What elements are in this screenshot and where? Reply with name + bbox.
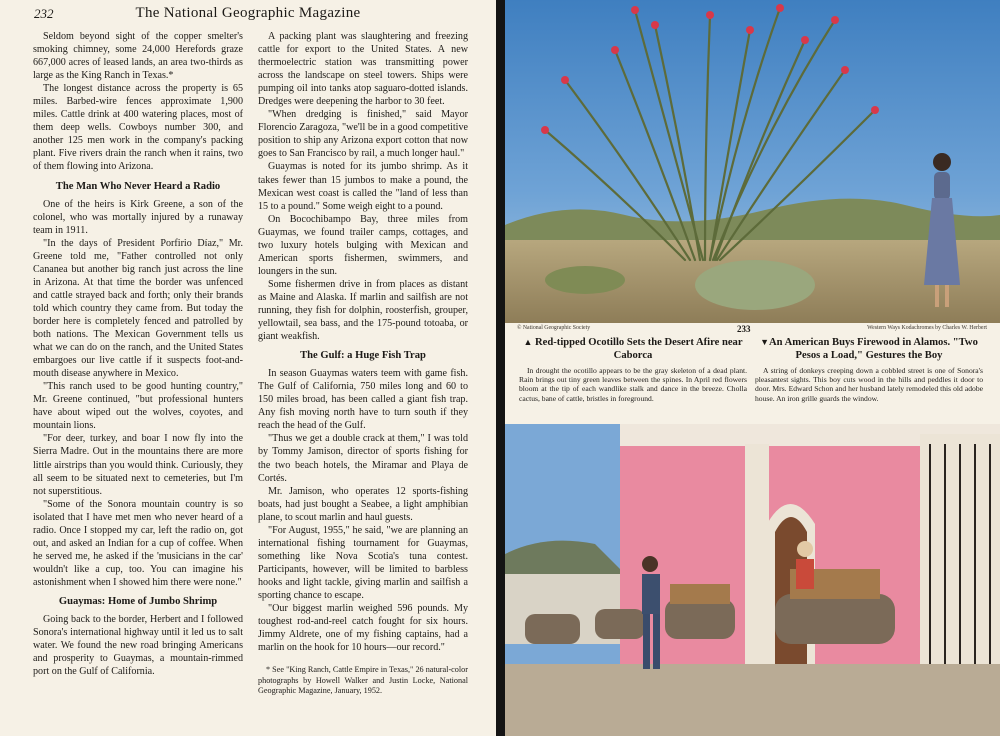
caption-left-body: In drought the ocotillo appears to be the gray skeleton of a dead plant. Rain brings out tiny green leaves between the spines. In April red flowers bloom at the tip of each wandlike stalk and dance in the breeze. Cholla cactus, bane of cattle, bristles in foreground. <box>519 366 747 403</box>
right-page <box>505 0 1000 736</box>
footnote-text: * See "King Ranch, Cattle Empire in Texas," 26 natural-color photographs by Howell Walker and Justin Locke, National Geographic Magazine, January, 1952. <box>258 665 468 696</box>
caption-right <box>755 336 983 403</box>
paragraph: "For August, 1955," he said, "we are planning an international fishing tournament for Guaymas, something like Nova Scotia's tuna contest. Participants, however, will be limited to barbless hooks and light tackle, giving marlin and sailfish a sporting chance to escape. <box>258 524 468 601</box>
copyright-credit: © National Geographic Society <box>517 325 591 331</box>
paragraph: "In the days of President Porfirio Díaz," Mr. Greene told me, "Father controlled not only Cananea but another big ranch just across the line in Arizona. At that time the border was unfenced and cattle strayed back and forth; only their brands told which country they came from. But today the border here is completely fenced and patrolled by both nations. The Mexican Government tells us what we can do on the ranch, and the United States embargoes our live cattle if it suspects foot-and-mouth disease anywhere in Mexico. <box>33 237 243 380</box>
arrow-down-icon: ▼ <box>760 337 770 347</box>
section-heading: The Man Who Never Heard a Radio <box>55 180 221 192</box>
left-page <box>0 0 496 736</box>
paragraph: Some fishermen drive in from places as distant as Maine and Alaska. If marlin and sailfish are not running, they fish for dolphin, roosterfish, grouper, yellowtail, sea bass, and the 175-pound totoaba, or giant weakfish. <box>258 278 468 343</box>
magazine-title: The National Geographic Magazine <box>135 5 361 21</box>
donkey-photo-art <box>505 424 1000 736</box>
paragraph: A packing plant was slaughtering and freezing cattle for export to the United States. A new thermoelectric station was transmitting power across the landscape on steel towers. Ships were pumping oil into tanks atop saguaro-dotted islands. Dredges were deepening the harbor to 30 feet. <box>258 31 468 108</box>
text-column-1 <box>33 30 243 678</box>
caption-right-body: A string of donkeys creeping down a cobbled street is one of Sonora's pleasantest sights. This boy cuts wood in the hills and peddles it door to door. Mrs. Edward Schon and her husband lately remodeled this old adobe house. An iron grille guards the window. <box>755 366 983 403</box>
woman-buyer-figure <box>796 541 814 589</box>
paragraph: In season Guaymas waters teem with game fish. The Gulf of California, 750 miles long and 60 to 150 miles broad, has been called a giant fish trap. Any fish moving north have to turn south if they reach the head of the Gulf. <box>258 368 468 432</box>
ocotillo-photo-art <box>505 0 1000 323</box>
paragraph: Guaymas is noted for its jumbo shrimp. As it takes fewer than 15 jumbos to make a pound, the Mexican west coast is called the "land of less than 15 to a pound." Some weigh eight to a pound. <box>258 161 468 212</box>
photographer-credit: Western Ways Kodachromes by Charles W. Herbert <box>867 325 987 331</box>
text-column-2 <box>258 30 468 696</box>
caption-left-title: ▲ Red-tipped Ocotillo Sets the Desert Afire near Caborca <box>523 337 743 361</box>
donkey-photo <box>505 424 1000 736</box>
caption-left <box>519 336 747 403</box>
page-gutter <box>496 0 505 736</box>
paragraph: "This ranch used to be good hunting country," Mr. Greene continued, "but professional hunters have about wiped out the wolves, coyotes, and mountain lions. <box>33 381 243 432</box>
page-number-right: 233 <box>737 324 751 334</box>
paragraph: On Bocochibampo Bay, three miles from Guaymas, we found trailer camps, cottages, and two luxury hotels bulging with Mexican and American sports fishermen, swimmers, and loungers in the sun. <box>258 213 468 277</box>
paragraph: Going back to the border, Herbert and I followed Sonora's international highway until it led us to salt water. We found the new road bringing Americans and prosperity to Guaymas, a mountain-rimmed port on the Gulf of California. <box>33 614 243 678</box>
paragraph: The longest distance across the property is 65 miles. Barbed-wire fences approximate 1,900 miles. Cattle drink at 400 watering places, most of them deep wells. Cowboys number 300, and another 125 men work in the company's packing plant. Five rivers drain the ranch when it rains, two of them flowing into Arizona. <box>33 83 243 173</box>
paragraph: Seldom beyond sight of the copper smelter's smoking chimney, some 24,000 Herefords graze 667,000 acres of leased lands, an area two-thirds as large as the King Ranch in Texas.* <box>33 31 243 82</box>
section-heading: Guaymas: Home of Jumbo Shrimp <box>58 595 218 607</box>
paragraph: Mr. Jamison, who operates 12 sports-fishing boats, had just bought a Seabee, a light amphibian plane, to scout marlin and haul guests. <box>258 485 468 523</box>
paragraph: "Our biggest marlin weighed 596 pounds. My toughest rod-and-reel catch fought for six hours. Jimmy Aldrete, one of my fishing captains, had a marlin on the hook for 10 hours—our record." <box>258 603 468 654</box>
arrow-up-icon: ▲ <box>523 337 533 347</box>
paragraph: "For deer, turkey, and boar I now fly into the Sierra Madre. Out in the mountains there are more little airstrips than you would think. Curiously, they all seem to be situated next to cemeteries, but I'm not superstitious. <box>33 433 243 497</box>
paragraph: "When dredging is finished," said Mayor Florencio Zaragoza, "we'll be in a good competitive position to ship any Arizona export cotton that now goes to San Francisco by rail, a much longer haul." <box>258 109 468 160</box>
paragraph: One of the heirs is Kirk Greene, a son of the colonel, who was mortally injured by a runaway team in 1911. <box>33 198 243 236</box>
section-heading: The Gulf: a Huge Fish Trap <box>300 350 426 362</box>
footnote <box>258 662 468 696</box>
paragraph: "Some of the Sonora mountain country is so isolated that I have met men who never heard of a radio. Once I stopped my car, left the radio on, got out, and asked an Indian for a cup of coffee. When he served me, he asked if the 'musicians in the car' wouldn't like a cup, too. You can imagine his astonishment when I showed him there were none." <box>33 498 243 588</box>
caption-right-title: ▼An American Buys Firewood in Alamos. "Two Pesos a Load," Gestures the Boy <box>760 337 978 361</box>
ocotillo-photo <box>505 0 1000 323</box>
paragraph: "Thus we get a double crack at them," I was told by Tommy Jamison, director of sports fishing for the two beach hotels, the Miramar and Playa de Cortés. <box>258 433 468 484</box>
page-number-left: 232 <box>34 6 54 21</box>
